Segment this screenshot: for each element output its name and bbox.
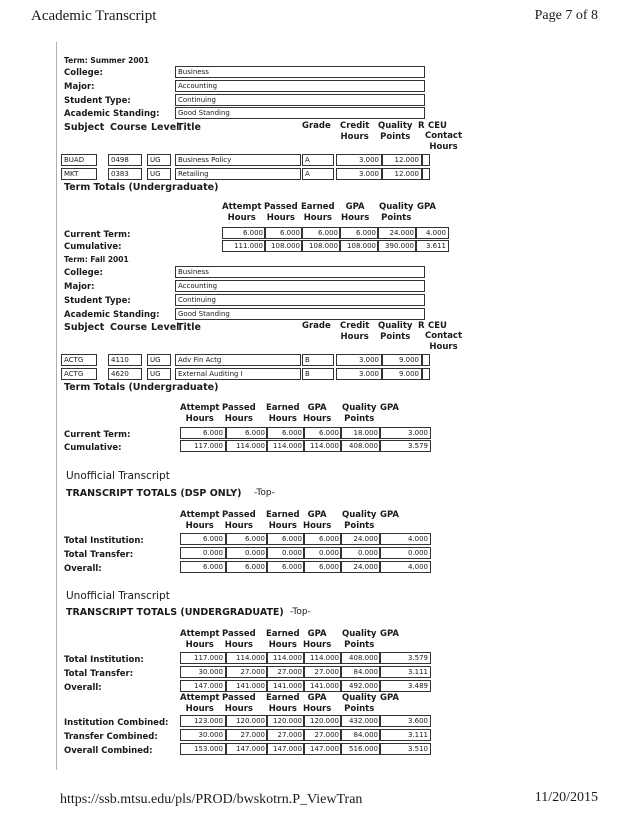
col-earned-hours: Earned Hours [301, 202, 335, 223]
passed-hours-cell: 114.000 [226, 652, 268, 664]
col-gpa-hours: GPA Hours [303, 693, 332, 714]
title-cell: Business Policy [175, 154, 301, 166]
quality-cell: 9.000 [382, 354, 422, 366]
term-heading: Term: Fall 2001 [64, 255, 129, 264]
credit-cell: 3.000 [336, 168, 382, 180]
col-level: Level [151, 322, 180, 333]
gpa-cell: 3.111 [379, 729, 431, 741]
attempt-hours-cell: 147.000 [180, 680, 226, 692]
attempt-hours-cell: 6.000 [222, 227, 266, 239]
major-label: Major: [64, 82, 95, 92]
gpa-cell: 4.000 [379, 533, 431, 545]
earned-hours-cell: 0.000 [266, 547, 305, 559]
col-gpa-hours: GPA Hours [303, 403, 332, 424]
col-contact-hours: Contact Hours [425, 131, 463, 152]
col-course: Course [110, 322, 148, 333]
col-attempt-hours: Attempt Hours [180, 510, 220, 531]
earned-hours-cell: 27.000 [266, 666, 305, 678]
earned-hours-cell: 6.000 [266, 427, 305, 439]
attempt-hours-cell: 117.000 [180, 652, 226, 664]
term-totals-heading: Term Totals (Undergraduate) [64, 182, 219, 193]
grade-cell: B [302, 354, 334, 366]
col-grade: Grade [302, 321, 331, 331]
earned-hours-cell: 141.000 [266, 680, 305, 692]
passed-hours-cell: 27.000 [226, 729, 268, 741]
course-cell: 4620 [108, 368, 142, 380]
grade-cell: B [302, 368, 334, 380]
attempt-hours-cell: 30.000 [180, 729, 226, 741]
col-passed-hours: Passed Hours [264, 202, 298, 223]
top-link[interactable]: -Top- [254, 488, 275, 498]
gpa-hours-cell: 27.000 [303, 666, 342, 678]
subject-cell: ACTG [61, 354, 97, 366]
gpa-hours-cell: 141.000 [303, 680, 342, 692]
student-type-label: Student Type: [64, 296, 131, 306]
gpa-hours-cell: 0.000 [303, 547, 342, 559]
earned-hours-cell: 6.000 [301, 227, 341, 239]
quality-points-cell: 24.000 [340, 533, 381, 545]
passed-hours-cell: 27.000 [226, 666, 268, 678]
col-grade: Grade [302, 121, 331, 131]
col-passed-hours: Passed Hours [222, 693, 256, 714]
attempt-hours-cell: 6.000 [180, 533, 226, 545]
gpa-cell: 3.579 [379, 440, 431, 452]
col-gpa: GPA [380, 629, 400, 639]
student-type-value: Continuing [175, 94, 425, 106]
quality-points-cell: 18.000 [340, 427, 381, 439]
earned-hours-cell: 114.000 [266, 652, 305, 664]
col-quality-points: Quality Points [378, 121, 413, 142]
course-cell: 0383 [108, 168, 142, 180]
earned-hours-cell: 114.000 [266, 440, 305, 452]
col-gpa-hours: GPA Hours [303, 510, 332, 531]
passed-hours-cell: 141.000 [226, 680, 268, 692]
col-earned-hours: Earned Hours [266, 693, 300, 714]
transfer-combined-label: Transfer Combined: [64, 732, 158, 742]
col-credit-hours: Credit Hours [340, 121, 370, 142]
col-attempt-hours: Attempt Hours [222, 202, 262, 223]
col-quality-points: Quality Points [342, 629, 377, 650]
course-cell: 4110 [108, 354, 142, 366]
college-value: Business [175, 66, 425, 78]
major-label: Major: [64, 282, 95, 292]
gpa-hours-cell: 6.000 [339, 227, 379, 239]
total-institution-label: Total Institution: [64, 655, 144, 665]
credit-cell: 3.000 [336, 154, 382, 166]
quality-points-cell: 84.000 [340, 666, 381, 678]
gpa-hours-cell: 108.000 [339, 240, 379, 252]
col-subject: Subject [64, 322, 105, 333]
standing-label: Academic Standing: [64, 109, 160, 119]
level-cell: UG [147, 154, 171, 166]
subject-cell: MKT [61, 168, 97, 180]
title-cell: External Auditing I [175, 368, 301, 380]
standing-value: Good Standing [175, 107, 425, 119]
total-institution-label: Total Institution: [64, 536, 144, 546]
col-contact-hours: Contact Hours [425, 331, 463, 352]
r-cell [422, 154, 430, 166]
col-quality-points: Quality Points [342, 693, 377, 714]
gpa-cell: 3.000 [379, 427, 431, 439]
col-course: Course [110, 122, 148, 133]
col-gpa: GPA [380, 403, 400, 413]
passed-hours-cell: 114.000 [226, 440, 268, 452]
gpa-cell: 4.000 [379, 561, 431, 573]
gpa-hours-cell: 147.000 [303, 743, 342, 755]
subject-cell: BUAD [61, 154, 97, 166]
gpa-cell: 3.111 [379, 666, 431, 678]
earned-hours-cell: 6.000 [266, 561, 305, 573]
ug-totals-title: TRANSCRIPT TOTALS (UNDERGRADUATE) [66, 607, 284, 618]
col-gpa-hours: GPA Hours [341, 202, 370, 223]
gpa-cell: 3.510 [379, 743, 431, 755]
r-cell [422, 368, 430, 380]
major-value: Accounting [175, 280, 425, 292]
college-label: College: [64, 268, 103, 278]
gpa-hours-cell: 114.000 [303, 440, 342, 452]
col-quality-points: Quality Points [378, 321, 413, 342]
col-r: R [418, 321, 425, 331]
dsp-totals-title: TRANSCRIPT TOTALS (DSP ONLY) [66, 488, 242, 499]
level-cell: UG [147, 168, 171, 180]
overall-label: Overall: [64, 564, 102, 574]
r-cell [422, 168, 430, 180]
standing-value: Good Standing [175, 308, 425, 320]
document-header-title: Academic Transcript [31, 8, 157, 24]
col-passed-hours: Passed Hours [222, 510, 256, 531]
quality-points-cell: 24.000 [340, 561, 381, 573]
footer-date: 11/20/2015 [534, 790, 598, 805]
col-attempt-hours: Attempt Hours [180, 403, 220, 424]
passed-hours-cell: 120.000 [226, 715, 268, 727]
gpa-hours-cell: 114.000 [303, 652, 342, 664]
col-gpa-hours: GPA Hours [303, 629, 332, 650]
col-gpa: GPA [380, 693, 400, 703]
col-level: Level [151, 122, 180, 133]
grade-cell: A [302, 154, 334, 166]
overall-label: Overall: [64, 683, 102, 693]
attempt-hours-cell: 117.000 [180, 440, 226, 452]
col-passed-hours: Passed Hours [222, 403, 256, 424]
col-gpa: GPA [417, 202, 437, 212]
subject-cell: ACTG [61, 368, 97, 380]
gpa-hours-cell: 6.000 [303, 427, 342, 439]
col-subject: Subject [64, 122, 105, 133]
passed-hours-cell: 108.000 [264, 240, 303, 252]
quality-cell: 12.000 [382, 168, 422, 180]
col-earned-hours: Earned Hours [266, 403, 300, 424]
quality-cell: 12.000 [382, 154, 422, 166]
level-cell: UG [147, 368, 171, 380]
attempt-hours-cell: 6.000 [180, 561, 226, 573]
title-cell: Adv Fin Actg [175, 354, 301, 366]
attempt-hours-cell: 0.000 [180, 547, 226, 559]
passed-hours-cell: 6.000 [226, 533, 268, 545]
unofficial-transcript-heading: Unofficial Transcript [66, 470, 170, 482]
unofficial-transcript-heading: Unofficial Transcript [66, 590, 170, 602]
quality-points-cell: 390.000 [377, 240, 417, 252]
quality-points-cell: 408.000 [340, 652, 381, 664]
quality-points-cell: 516.000 [340, 743, 381, 755]
term-totals-heading: Term Totals (Undergraduate) [64, 382, 219, 393]
college-value: Business [175, 266, 425, 278]
r-cell [422, 354, 430, 366]
gpa-cell: 3.489 [379, 680, 431, 692]
gpa-hours-cell: 6.000 [303, 533, 342, 545]
quality-points-cell: 432.000 [340, 715, 381, 727]
quality-points-cell: 24.000 [377, 227, 417, 239]
credit-cell: 3.000 [336, 354, 382, 366]
top-link[interactable]: -Top- [290, 607, 311, 617]
student-type-value: Continuing [175, 294, 425, 306]
title-cell: Retailing [175, 168, 301, 180]
standing-label: Academic Standing: [64, 310, 160, 320]
earned-hours-cell: 27.000 [266, 729, 305, 741]
col-quality-points: Quality Points [379, 202, 414, 223]
passed-hours-cell: 6.000 [226, 561, 268, 573]
col-gpa: GPA [380, 510, 400, 520]
institution-combined-label: Institution Combined: [64, 718, 169, 728]
gpa-cell: 3.600 [379, 715, 431, 727]
total-transfer-label: Total Transfer: [64, 550, 134, 560]
credit-cell: 3.000 [336, 368, 382, 380]
col-ceu: CEU [428, 321, 447, 331]
col-ceu: CEU [428, 121, 447, 131]
earned-hours-cell: 108.000 [301, 240, 341, 252]
student-type-label: Student Type: [64, 96, 131, 106]
total-transfer-label: Total Transfer: [64, 669, 134, 679]
gpa-hours-cell: 6.000 [303, 561, 342, 573]
gpa-hours-cell: 27.000 [303, 729, 342, 741]
term-heading: Term: Summer 2001 [64, 56, 149, 65]
overall-combined-label: Overall Combined: [64, 746, 153, 756]
earned-hours-cell: 120.000 [266, 715, 305, 727]
cumulative-label: Cumulative: [64, 242, 122, 252]
col-quality-points: Quality Points [342, 510, 377, 531]
quality-points-cell: 0.000 [340, 547, 381, 559]
col-credit-hours: Credit Hours [340, 321, 370, 342]
major-value: Accounting [175, 80, 425, 92]
current-term-label: Current Term: [64, 430, 131, 440]
col-title: Title [177, 322, 201, 333]
passed-hours-cell: 6.000 [226, 427, 268, 439]
col-passed-hours: Passed Hours [222, 629, 256, 650]
gpa-cell: 3.579 [379, 652, 431, 664]
cumulative-label: Cumulative: [64, 443, 122, 453]
attempt-hours-cell: 153.000 [180, 743, 226, 755]
gpa-cell: 3.611 [415, 240, 449, 252]
col-attempt-hours: Attempt Hours [180, 629, 220, 650]
col-r: R [418, 121, 425, 131]
attempt-hours-cell: 6.000 [180, 427, 226, 439]
passed-hours-cell: 6.000 [264, 227, 303, 239]
col-earned-hours: Earned Hours [266, 510, 300, 531]
course-cell: 0498 [108, 154, 142, 166]
earned-hours-cell: 6.000 [266, 533, 305, 545]
col-quality-points: Quality Points [342, 403, 377, 424]
attempt-hours-cell: 123.000 [180, 715, 226, 727]
quality-cell: 9.000 [382, 368, 422, 380]
passed-hours-cell: 147.000 [226, 743, 268, 755]
page-number: Page 7 of 8 [534, 8, 598, 23]
quality-points-cell: 492.000 [340, 680, 381, 692]
gpa-cell: 0.000 [379, 547, 431, 559]
college-label: College: [64, 68, 103, 78]
quality-points-cell: 408.000 [340, 440, 381, 452]
attempt-hours-cell: 30.000 [180, 666, 226, 678]
footer-url: https://ssb.mtsu.edu/pls/PROD/bwskotrn.P_ViewTran [60, 792, 363, 807]
quality-points-cell: 84.000 [340, 729, 381, 741]
grade-cell: A [302, 168, 334, 180]
level-cell: UG [147, 354, 171, 366]
col-title: Title [177, 122, 201, 133]
current-term-label: Current Term: [64, 230, 131, 240]
attempt-hours-cell: 111.000 [222, 240, 266, 252]
col-attempt-hours: Attempt Hours [180, 693, 220, 714]
col-earned-hours: Earned Hours [266, 629, 300, 650]
gpa-cell: 4.000 [415, 227, 449, 239]
earned-hours-cell: 147.000 [266, 743, 305, 755]
passed-hours-cell: 0.000 [226, 547, 268, 559]
gpa-hours-cell: 120.000 [303, 715, 342, 727]
